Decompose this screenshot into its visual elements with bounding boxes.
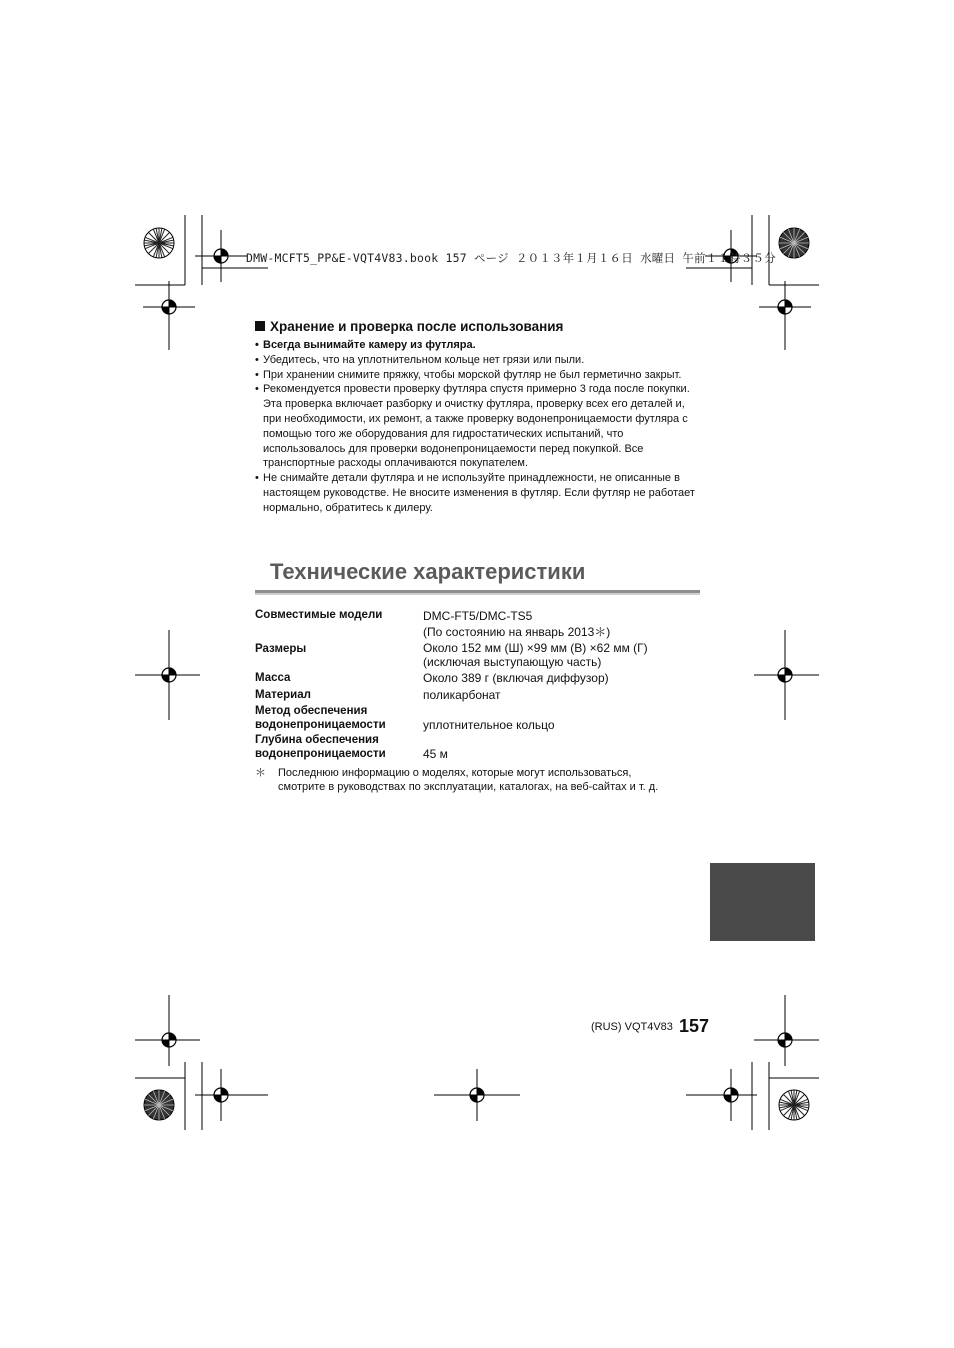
bullet-dot-icon: • <box>255 472 259 485</box>
bullet-dot-icon: • <box>255 353 259 366</box>
list-item <box>255 368 700 383</box>
spec-value: DMC-FT5/DMC-TS5 (По состоянию на январь 2013＊) <box>423 609 611 639</box>
list-item <box>255 471 700 515</box>
storage-heading-text: Хранение и проверка после использования <box>270 319 564 334</box>
bullet-dot-icon: • <box>255 383 259 396</box>
list-item <box>255 338 700 353</box>
spec-row-waterproof-depth <box>255 734 700 764</box>
spec-value: поликарбонат <box>423 688 501 702</box>
list-item <box>255 382 700 471</box>
bullet-text: При хранении снимите пряжку, чтобы морской футляр не был герметично закрыт. <box>263 368 682 381</box>
spec-label: Материал <box>255 689 311 701</box>
spec-label: Метод обеспечения водонепроницаемости <box>255 705 386 731</box>
bullet-text: Рекомендуется провести проверку футляра спустя примерно 3 года после покупки. Эта проверка включает разборку и очистку футляра, проверку всех его деталей и, при необходимости, их ремонт, а также проверку водонепроницаемости футляра с помощью того же оборудования для гидростатических испытаний, что использовалось для проверки водонепроницаемости перед покупкой. Все транспортные расходы оплачиваются покупателем. <box>263 383 690 470</box>
spec-value: Около 389 г (включая диффузор) <box>423 671 609 685</box>
spec-value: 45 м <box>423 747 448 761</box>
page-number: 157 <box>679 1016 710 1036</box>
spec-label: Размеры <box>255 643 307 655</box>
spec-row-dimensions <box>255 642 700 674</box>
bullet-text: Убедитесь, что на уплотнительном кольце нет грязи или пыли. <box>263 353 585 366</box>
chapter-tab <box>710 863 815 941</box>
list-item <box>255 353 700 368</box>
square-bullet-icon <box>255 321 265 331</box>
spec-label: Совместимые модели <box>255 609 383 621</box>
storage-bullet-list <box>255 338 700 516</box>
spec-label: Масса <box>255 672 291 684</box>
spec-label: Глубина обеспечения водонепроницаемости <box>255 734 386 760</box>
spec-row-material <box>255 688 700 704</box>
print-header: DMW-MCFT5_PP&E-VQT4V83.book 157 ページ ２０１３年１月１６日 水曜日 午前１１時３５分 <box>246 251 776 265</box>
spec-value: уплотнительное кольцо <box>423 718 555 732</box>
spec-row-weight <box>255 671 700 687</box>
spec-value: Около 152 мм (Ш) ×99 мм (В) ×62 мм (Г) (исключая выступающую часть) <box>423 641 648 669</box>
asterisk-icon: ＊ <box>255 767 266 779</box>
page-reference: (RUS) VQT4V83 <box>591 1021 673 1033</box>
footnote-text: Последнюю информацию о моделях, которые могут использоваться, смотрите в руководствах по эксплуатации, каталогах, на веб-сайтах и т. д. <box>278 767 659 793</box>
bullet-dot-icon: • <box>255 368 259 381</box>
specs-title: Технические характеристики <box>270 559 586 584</box>
bullet-text: Не снимайте детали футляра и не используйте принадлежности, не описанные в настоящем руководстве. Не вносите изменения в футляр. Если футляр не работает нормально, обратитесь к дилеру. <box>263 472 695 514</box>
storage-section-heading <box>255 319 563 334</box>
title-underline-shadow <box>255 593 700 595</box>
bullet-text: Всегда вынимайте камеру из футляра. <box>263 339 476 351</box>
spec-row-compatible-models <box>255 608 700 640</box>
bullet-dot-icon: • <box>255 339 259 351</box>
spec-row-waterproof-method <box>255 705 700 735</box>
